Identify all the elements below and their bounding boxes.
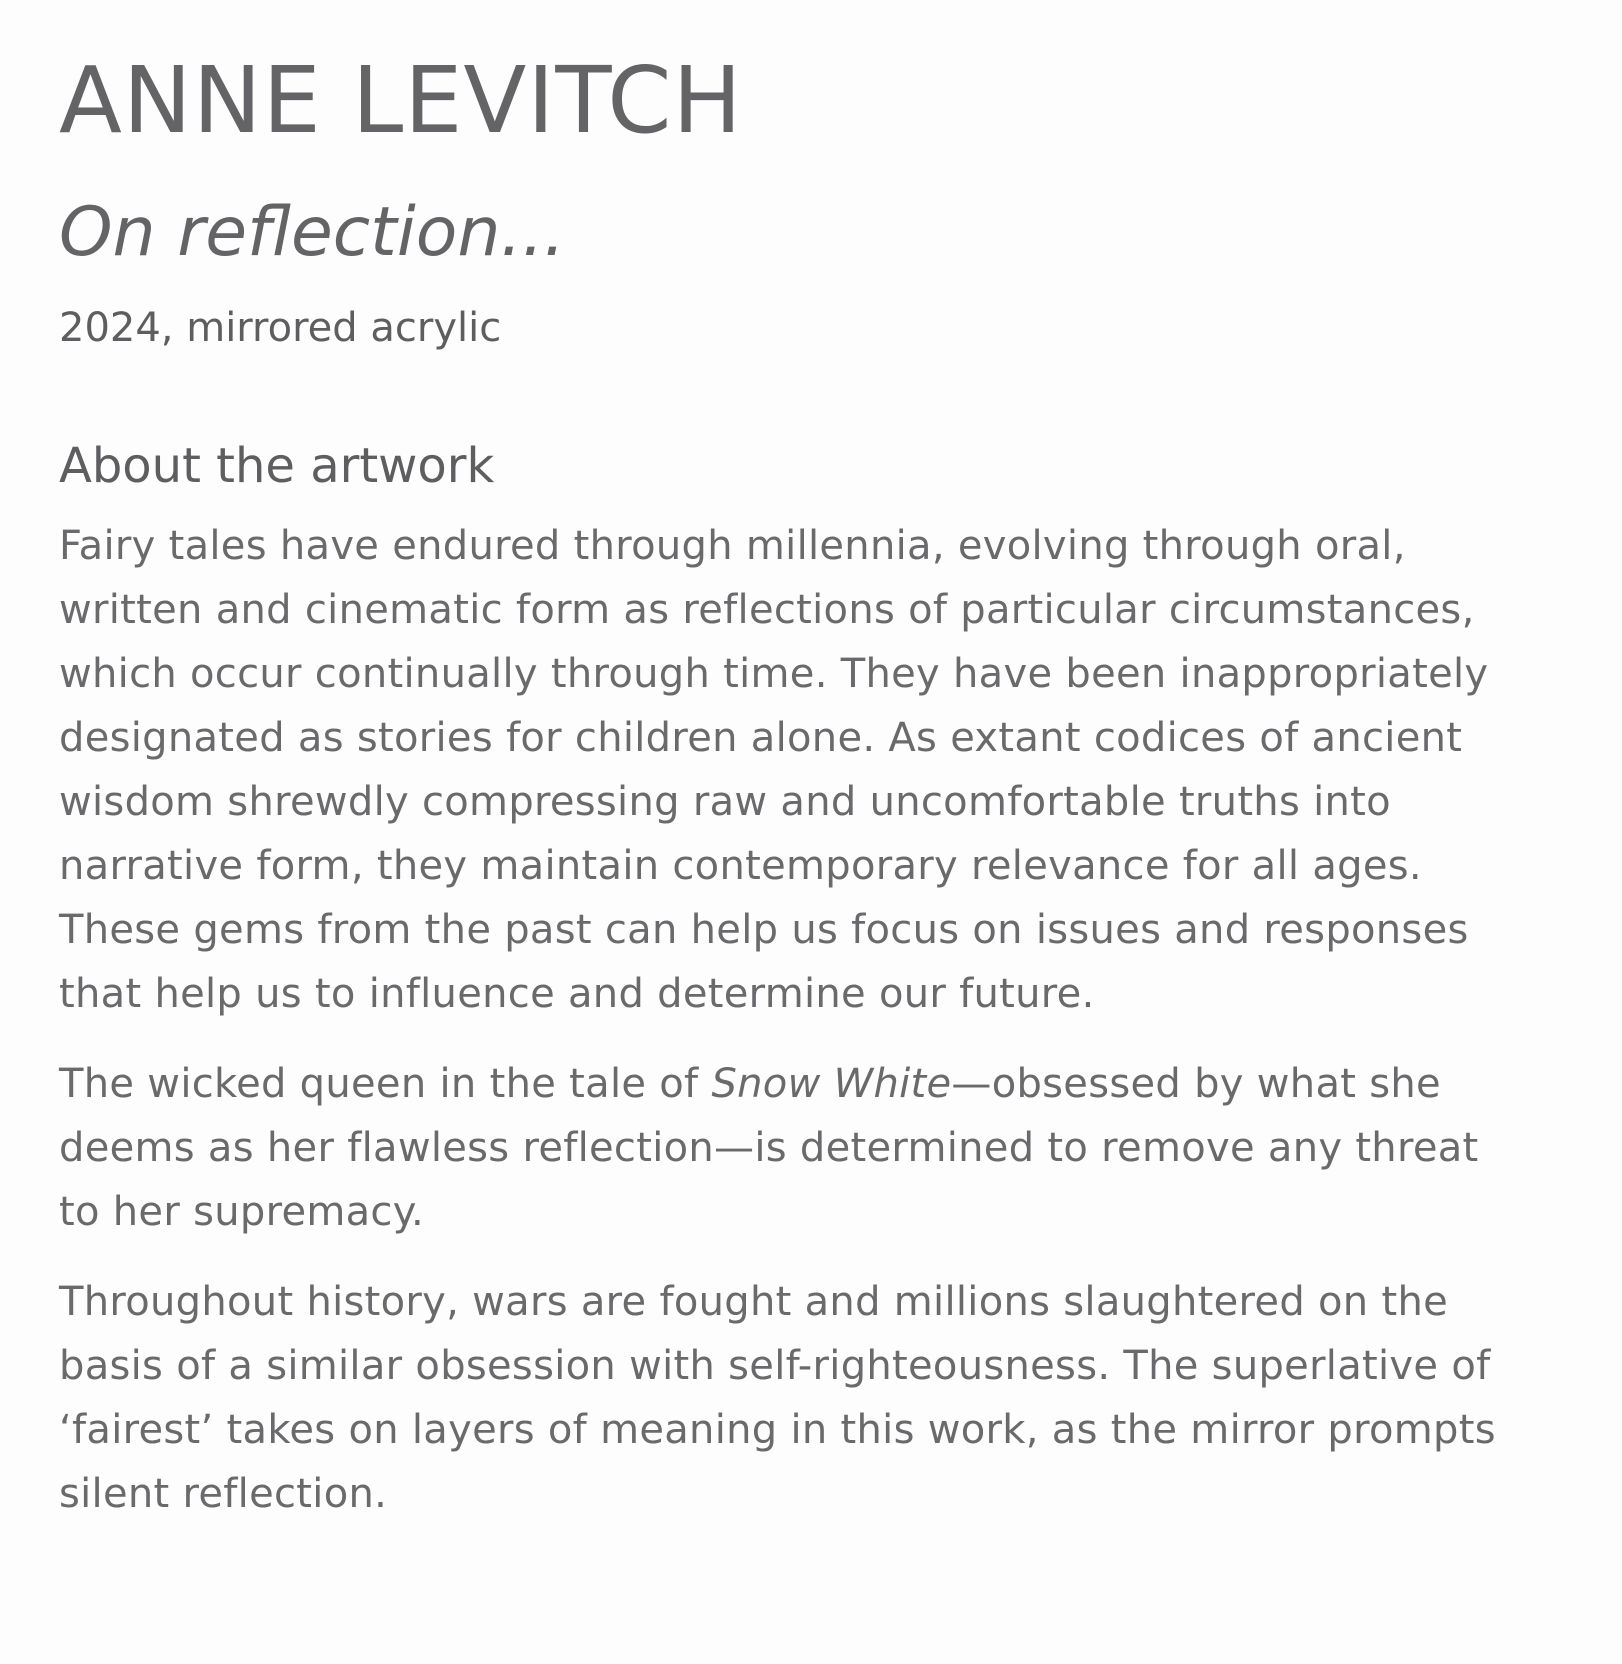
artist-name: ANNE LEVITCH bbox=[59, 47, 743, 154]
paragraph-line: written and cinematic form as reflections of particular circumstances, bbox=[59, 587, 1475, 633]
paragraph-line: designated as stories for children alone. As extant codices of ancient bbox=[59, 715, 1463, 761]
paragraph-line: deems as her flawless reflection—is determined to remove any threat bbox=[59, 1125, 1479, 1171]
paragraph-line: which occur continually through time. They have been inappropriately bbox=[59, 651, 1489, 697]
paragraph-line: silent reflection. bbox=[59, 1471, 388, 1517]
paragraph-line: to her supremacy. bbox=[59, 1189, 425, 1235]
section-heading-about: About the artwork bbox=[59, 438, 495, 494]
paragraph-line: basis of a similar obsession with self-righteousness. The superlative of bbox=[59, 1343, 1491, 1389]
story-title-snow-white: Snow White bbox=[711, 1061, 952, 1107]
paragraph-line: Throughout history, wars are fought and millions slaughtered on the bbox=[59, 1279, 1449, 1325]
paragraph-line: ‘fairest’ takes on layers of meaning in this work, as the mirror prompts bbox=[59, 1407, 1496, 1453]
paragraph-line: These gems from the past can help us focus on issues and responses bbox=[59, 907, 1469, 953]
paragraph-line: that help us to influence and determine our future. bbox=[59, 971, 1095, 1017]
paragraph-text: The wicked queen in the tale of bbox=[59, 1061, 712, 1107]
description-paragraph-3 bbox=[59, 1270, 1559, 1526]
artwork-title: On reflection... bbox=[59, 193, 566, 272]
paragraph-line: narrative form, they maintain contemporary relevance for all ages. bbox=[59, 843, 1422, 889]
paragraph-line bbox=[59, 1052, 1559, 1116]
paragraph-line: wisdom shrewdly compressing raw and uncomfortable truths into bbox=[59, 779, 1391, 825]
description-paragraph-1 bbox=[59, 514, 1559, 1026]
paragraph-line: Fairy tales have endured through millennia, evolving through oral, bbox=[59, 523, 1406, 569]
description-paragraph-2 bbox=[59, 1052, 1559, 1244]
artwork-meta: 2024, mirrored acrylic bbox=[59, 305, 502, 351]
paragraph-text: —obsessed by what she bbox=[951, 1061, 1441, 1107]
artwork-description bbox=[59, 514, 1559, 1552]
